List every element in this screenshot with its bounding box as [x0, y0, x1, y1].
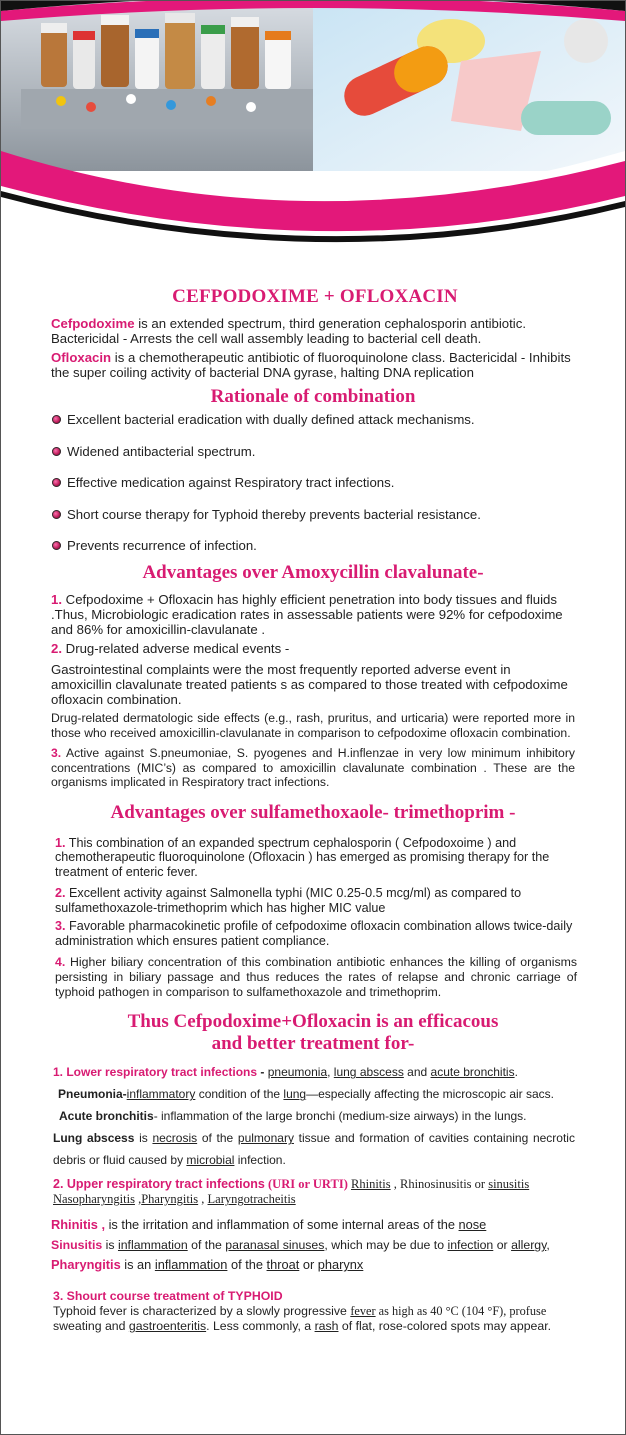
bullet-icon — [52, 510, 61, 519]
point-text: Active against S.pneumoniae, S. pyogenes and H.inflenzae in very low minimum inhibitory concentrations (MIC’s) as compared to amoxicillin clavalunate combination . These are the organisms implicated in Respiratory tract infections. — [51, 746, 575, 789]
throat-link: throat — [266, 1257, 300, 1273]
capsules-and-tablets-photo — [313, 1, 625, 171]
dash-text: - — [257, 1065, 268, 1080]
acute-bronchitis-link: acute bronchitis — [430, 1065, 515, 1080]
paranasal-link: paranasal sinuses — [225, 1238, 325, 1253]
def-text: —especially affecting the microscopic air sacs. — [306, 1087, 554, 1102]
amoxy-point-2a: Gastrointestinal complaints were the most frequently reported adverse event in amoxicillin clavalunate treated patients s as compared to those treated with cefpodoxime ofloxacin combination. — [51, 662, 568, 707]
pharyngitis-link: Pharyngitis — [141, 1192, 199, 1207]
pulmonary-link: pulmonary — [237, 1131, 294, 1146]
def-text: is — [102, 1238, 118, 1253]
ofloxacin-desc: is a chemotherapeutic antibiotic of fluoroquinolone class. Bactericidal - Inhibits the super coiling activity of bacterial DNA gyrase, halting DNA replication — [51, 350, 571, 380]
inflammatory-link: inflammatory — [126, 1087, 196, 1102]
cefpodoxime-desc: is an extended spectrum, third generation cephalosporin antibiotic. Bactericidal - Arrests the cell wall assembly leading to bacterial cell death. — [51, 316, 526, 346]
def-text: , which may be due to — [324, 1238, 448, 1253]
point-number: 4. — [55, 955, 66, 970]
cefpodoxime-intro — [1, 316, 625, 346]
def-text: of the — [197, 1131, 238, 1146]
term-label: Pharyngitis — [51, 1257, 121, 1273]
rash-link: rash — [314, 1319, 339, 1334]
sep-text: , — [134, 1192, 142, 1207]
def-text: condition of the — [195, 1087, 284, 1102]
term-label: Pneumonia- — [58, 1087, 127, 1102]
sep-text: . — [514, 1065, 518, 1080]
cefpodoxime-name: Cefpodoxime — [51, 316, 135, 331]
pharynx-link: pharynx — [317, 1257, 364, 1273]
def-text: , — [546, 1238, 550, 1253]
point-number: 3. — [51, 746, 62, 760]
def-text: is — [134, 1131, 153, 1146]
pneumonia-definition — [53, 1083, 575, 1105]
def-text: infection. — [234, 1153, 286, 1168]
rhinitis-definition — [51, 1215, 575, 1235]
ofloxacin-intro — [1, 350, 625, 380]
term-label: Rhinitis , — [51, 1217, 106, 1233]
term-label: Lung abscess — [53, 1131, 135, 1146]
gastroenteritis-link: gastroenteritis — [128, 1319, 207, 1334]
def-text: - inflammation of the large bronchi (medium-size airways) in the lungs. — [153, 1109, 527, 1124]
list-item-text: Widened antibacterial spectrum. — [67, 443, 256, 459]
lower-respiratory-heading — [53, 1061, 575, 1083]
pneumonia-link: pneumonia — [267, 1065, 328, 1080]
def-text: . Less commonly, a — [206, 1319, 315, 1334]
list-item-text: Prevents recurrence of infection. — [67, 538, 257, 553]
point-number: 1. — [51, 592, 62, 607]
term-label: Sinusitis — [51, 1238, 103, 1253]
thus-title-line-2: and better treatment for- — [211, 1033, 415, 1055]
amoxy-point-2 — [1, 641, 625, 656]
sep-text: , — [327, 1065, 334, 1080]
heading-text: 2. Upper respiratory tract infections — [53, 1177, 265, 1192]
point-number: 2. — [51, 641, 62, 656]
list-item — [51, 412, 575, 444]
def-text: is an — [120, 1257, 155, 1273]
def-text: of the — [227, 1257, 267, 1273]
laryngotracheitis-link: Laryngotracheitis — [207, 1192, 296, 1207]
typhoid-block — [1, 1289, 625, 1334]
sulfa-point-2 — [1, 886, 625, 916]
sulfa-section-title: Advantages over sulfamethoxaole- trimethoprim - — [110, 801, 516, 823]
def-text: of flat, rose-colored spots may appear. — [338, 1319, 552, 1334]
point-text: This combination of an expanded spectrum cephalosporin ( Cefpodoxoime ) and chemotherapeutic fluoroquinolone (Ofloxacin ) has emerged as promising therapy for the treatment of enteric fever. — [55, 835, 550, 880]
point-number: 2. — [55, 885, 66, 900]
point-text: Excellent activity against Salmonella typhi (MIC 0.25-0.5 mcg/ml) as compared to sulfamethoxazole-trimethoprim which has higher MIC value — [55, 885, 522, 915]
bullet-icon — [52, 447, 61, 456]
typhoid-text-line-2 — [53, 1319, 575, 1334]
bullet-icon — [52, 541, 61, 550]
heading-text: 1. Lower respiratory tract infections — [53, 1065, 258, 1080]
sulfa-point-3 — [1, 919, 625, 949]
sep-text: and — [403, 1065, 431, 1080]
term-label: Acute bronchitis — [59, 1109, 154, 1124]
rationale-title: Rationale of combination — [210, 386, 416, 407]
sulfa-point-4 — [1, 955, 625, 999]
lung-link: lung — [283, 1087, 307, 1102]
amoxy-point-2b: Drug-related dermatologic side effects (e.g., rash, pruritus, and urticaria) were reported more in those who received amoxicillin-clavulanate in comparison to cefpodoxime ofloxacin combination. — [51, 711, 575, 740]
sinusitis-link: sinusitis — [488, 1177, 530, 1192]
point-text: Favorable pharmacokinetic profile of cefpodoxime ofloxacin combination allows twice-daily administration which ensures patient compliance. — [55, 919, 573, 949]
bullet-icon — [52, 478, 61, 487]
list-item-text: Short course therapy for Typhoid thereby prevents bacterial resistance. — [67, 506, 481, 522]
ofloxacin-name: Ofloxacin — [51, 350, 112, 365]
bronchitis-definition — [53, 1105, 575, 1127]
def-text: or — [493, 1238, 512, 1253]
inflammation-link: inflammation — [117, 1238, 188, 1253]
list-item — [51, 538, 575, 560]
abbr-text: (URI or URTI) — [264, 1177, 352, 1192]
list-item — [51, 444, 575, 476]
thus-section-title — [1, 1011, 625, 1055]
header-banner — [1, 1, 625, 266]
def-text: tissue and formation of cavities containing necrotic debris or fluid caused by — [53, 1131, 575, 1168]
lung-abscess-definition — [53, 1127, 575, 1171]
list-item-text: Excellent bacterial eradication with dually defined attack mechanisms. — [67, 412, 475, 427]
def-text: of the — [187, 1238, 226, 1253]
lower-respiratory-block — [1, 1061, 625, 1171]
point-text: Higher biliary concentration of this combination antibiotic enhances the killing of organisms persisting in biliary passage and thus reduces the rates of relapse and chronic carriage of typhoid pathogen in comparison to sulfamethoxazole and trimethoprim. — [55, 955, 577, 999]
upper-respiratory-block — [1, 1177, 625, 1207]
sep-text: , Rhinosinusitis or — [390, 1177, 489, 1192]
list-item — [51, 507, 575, 539]
upper-definitions — [1, 1215, 625, 1275]
def-text: Typhoid fever is characterized by a slowly progressive — [53, 1304, 351, 1319]
inflammation-link: inflammation — [154, 1257, 228, 1273]
necrosis-link: necrosis — [152, 1131, 198, 1146]
sinusitis-definition — [51, 1235, 575, 1255]
lung-abscess-link: lung abscess — [333, 1065, 404, 1080]
microbial-link: microbial — [186, 1153, 235, 1168]
point-text: Drug-related adverse medical events - — [62, 641, 290, 656]
def-text: or — [299, 1257, 318, 1273]
def-text: as high as 40 °C (104 °F), profuse — [375, 1304, 547, 1319]
bullet-icon — [52, 415, 61, 424]
list-item-text: Effective medication against Respiratory tract infections. — [67, 475, 395, 490]
infection-link: infection — [447, 1238, 494, 1253]
def-text: is the irritation and inflammation of some internal areas of the — [105, 1217, 459, 1233]
sulfa-point-1 — [1, 836, 625, 880]
allergy-link: allergy — [511, 1238, 547, 1253]
pharyngitis-definition — [51, 1255, 575, 1275]
point-text: Cefpodoxime + Ofloxacin has highly efficient penetration into body tissues and fluids .Thus, Microbiologic eradication rates in assessable patients were 92% for cefpodoxime and 86% for amoxicillin-clavulanate . — [51, 592, 563, 637]
medicine-bottles-photo — [1, 1, 313, 171]
nose-link: nose — [458, 1217, 487, 1233]
page-title: CEFPODOXIME + OFLOXACIN — [172, 286, 458, 307]
def-text: sweating and — [53, 1319, 129, 1334]
nasopharyngitis-link: Nasopharyngitis — [53, 1192, 135, 1207]
point-number: 1. — [55, 835, 66, 850]
amoxy-point-1 — [1, 592, 625, 637]
rationale-list — [1, 412, 625, 560]
list-item — [51, 475, 575, 507]
sep-text: , — [198, 1192, 208, 1207]
point-number: 3. — [55, 919, 66, 934]
amoxycillin-section-title: Advantages over Amoxycillin clavalunate- — [142, 562, 484, 583]
rhinitis-link: Rhinitis — [351, 1177, 391, 1192]
fever-link: fever — [350, 1304, 376, 1319]
typhoid-heading: 3. Shourt course treatment of TYPHOID — [53, 1289, 283, 1304]
typhoid-text-line-1 — [53, 1304, 575, 1319]
content — [1, 286, 625, 1334]
amoxy-point-3 — [1, 746, 625, 790]
thus-title-line-1: Thus Cefpodoxime+Ofloxacin is an efficacous — [127, 1011, 499, 1033]
